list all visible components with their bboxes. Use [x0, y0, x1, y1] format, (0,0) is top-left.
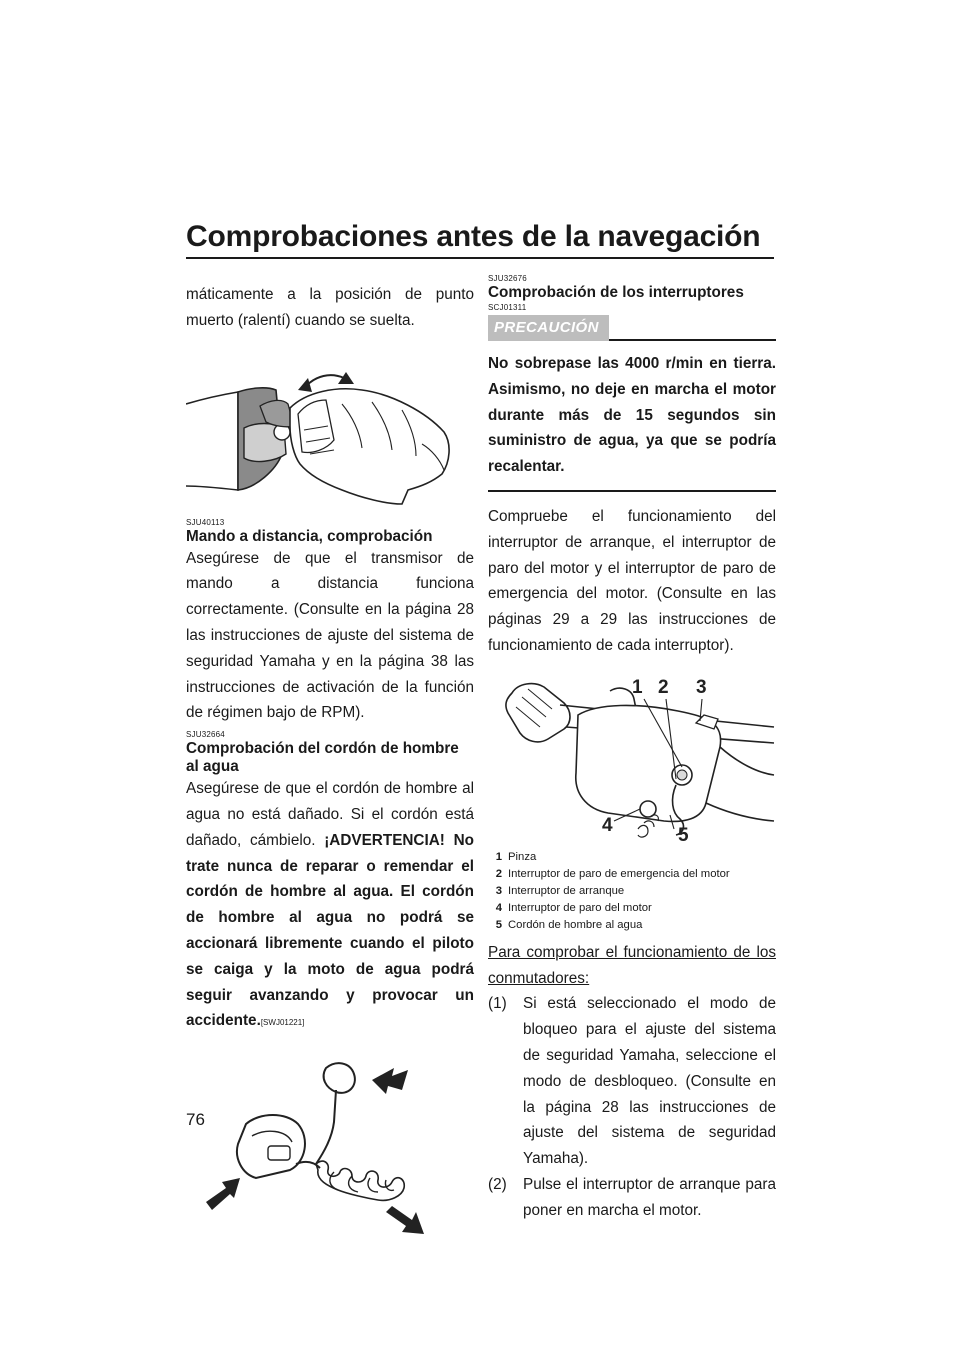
caution-box: [488, 315, 776, 492]
caution-top-rule: [609, 339, 776, 341]
title-rule: [186, 257, 774, 259]
lanyard-body: Asegúrese de que el cordón de hombre al agua no está dañado. Si el cordón está dañado, cámbielo.: [186, 780, 474, 849]
legend-text: Pinza: [508, 850, 537, 863]
intro-text: máticamente a la posición de punto muerto (ralentí) cuando se suelta.: [186, 286, 474, 329]
legend-text: Cordón de hombre al agua: [508, 918, 643, 931]
legend-item: [488, 866, 776, 883]
section-body-lanyard: [186, 776, 474, 1036]
legend-item: [488, 883, 776, 900]
procedure-step: [488, 991, 776, 1172]
figure-label-3: 3: [696, 676, 707, 698]
switches-figure: [488, 663, 776, 845]
procedure-heading: Para comprobar el funcionamiento de los conmutadores:: [488, 943, 776, 987]
figure-label-5: 5: [678, 824, 689, 845]
procedure-step: [488, 1172, 776, 1224]
legend-text: Interruptor de arranque: [508, 884, 625, 897]
legend-item: [488, 917, 776, 934]
lanyard-warning: ¡ADVERTENCIA! No trate nunca de reparar o remendar el cordón de hombre al agua. El cordón de hombre al agua no podrá se accionará libremente cuando el piloto se caiga y la moto de agua podrá seguir avanzando y provocar un accidente.: [186, 831, 474, 1030]
switches-illustration: [488, 663, 776, 845]
figure-label-4: 4: [602, 814, 613, 836]
caution-text: No sobrepase las 4000 r/min en tierra. Asimismo, no deje en marcha el motor durante más de 15 segundos sin suministro de agua, ya que se podría recalentar.: [488, 355, 776, 476]
caution-code: SCJ01311: [488, 303, 527, 312]
figure-label-2: 2: [658, 676, 669, 698]
step-number: (1): [488, 995, 507, 1013]
legend-item: [488, 849, 776, 866]
legend-number: 2: [495, 867, 502, 880]
caution-label: PRECAUCIÓN: [488, 315, 609, 341]
right-column: [488, 274, 776, 1224]
section-body-remote: Asegúrese de que el transmisor de mando a distancia funciona correctamente. (Consulte en la página 28 las instrucciones de ajuste del sistema de seguridad Yamaha y en la página 38 las instrucciones de activación de la función de régimen bajo de RPM).: [186, 549, 474, 722]
section-code-remote: SJU40113: [186, 517, 225, 527]
section-title-switches: Comprobación de los interruptores: [488, 284, 744, 301]
legend-item: [488, 900, 776, 917]
section-code-switches: SJU32676: [488, 274, 527, 283]
section-code-lanyard: SJU32664: [186, 730, 225, 740]
page-number: 76: [186, 1110, 205, 1129]
section-title-remote: Mando a distancia, comprobación: [186, 527, 433, 545]
step-text: Si está seleccionado el modo de bloqueo para el ajuste del sistema de seguridad Yamaha, seleccione el modo de desbloqueo. (Consulte en la página 28 las instrucciones de ajuste del sistema de seguridad Yamaha).: [523, 995, 776, 1168]
figure-label-1: 1: [632, 676, 643, 698]
page-title: Comprobaciones antes de la navegación: [186, 220, 761, 253]
throttle-hand-illustration: [186, 370, 474, 510]
legend-text: Interruptor de paro de emergencia del motor: [508, 867, 730, 880]
legend-number: 3: [495, 884, 502, 897]
procedure-steps: [488, 991, 776, 1223]
switches-body: Compruebe el funcionamiento del interruptor de arranque, el interruptor de paro del motor y el interruptor de paro de emergencia del motor. (Consulte en las páginas 29 a 29 las instrucciones de funcionamiento de cada interruptor).: [488, 507, 776, 654]
legend-number: 1: [495, 850, 502, 863]
legend-number: 5: [495, 918, 502, 931]
caution-bottom-rule: [488, 490, 776, 492]
left-column: [186, 274, 474, 1252]
legend-number: 4: [495, 901, 502, 914]
step-number: (2): [488, 1175, 507, 1193]
step-text: Pulse el interruptor de arranque para poner en marcha el motor.: [523, 1175, 776, 1219]
caution-header: [488, 315, 776, 341]
lanyard-figure: [186, 1052, 474, 1252]
lanyard-warning-code: [SWJ01221]: [260, 1018, 305, 1028]
legend-text: Interruptor de paro del motor: [508, 901, 652, 914]
section-title-lanyard: Comprobación del cordón de hombre al agua: [186, 740, 459, 776]
figure-legend: [488, 849, 776, 934]
throttle-hand-figure: [186, 370, 474, 510]
lanyard-illustration: [186, 1052, 474, 1252]
